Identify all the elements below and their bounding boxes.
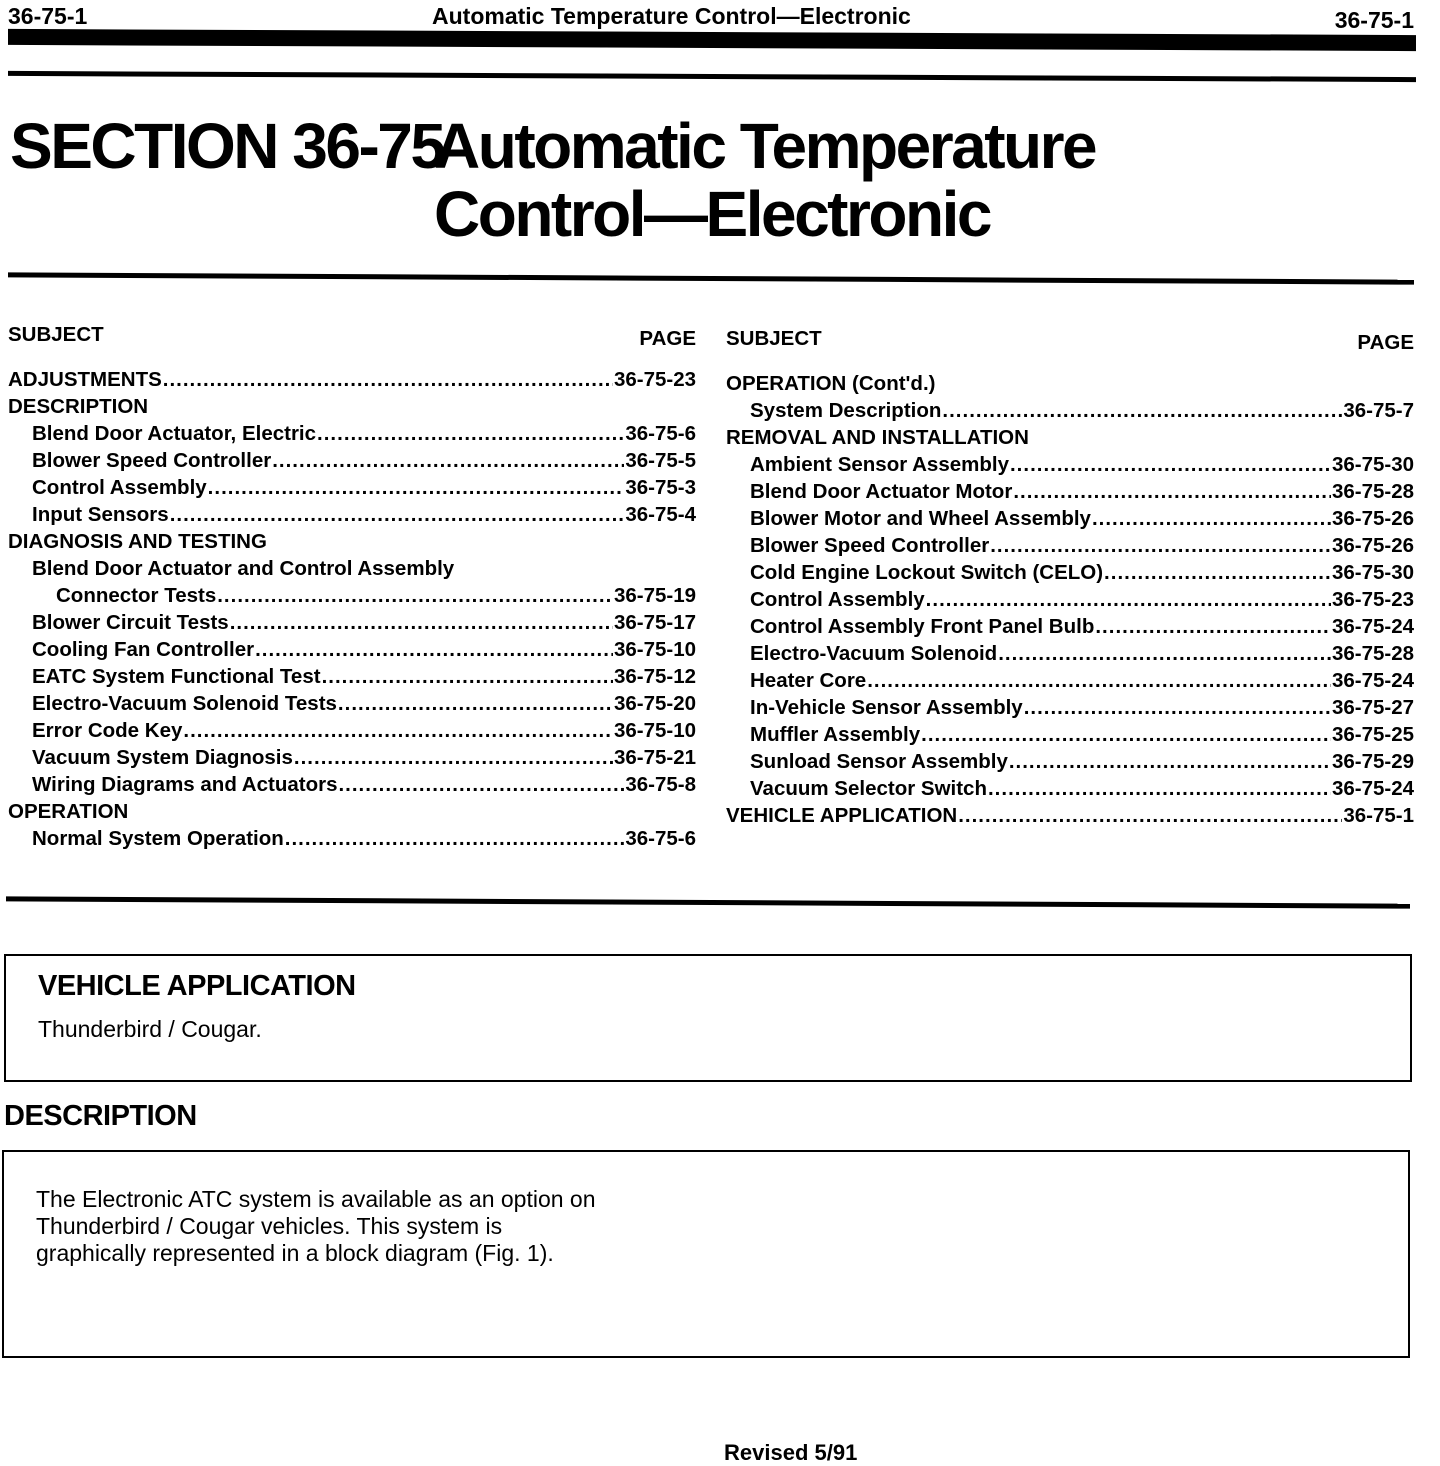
toc-entry-title: DESCRIPTION — [8, 395, 149, 418]
toc-page-label: PAGE — [639, 327, 696, 350]
toc-entry-title: DIAGNOSIS AND TESTING — [8, 530, 267, 553]
toc-entry-page: 36-75-21 — [613, 746, 696, 769]
header-page-number-right: 36-75-1 — [1334, 7, 1414, 33]
toc-entry-page: 36-75-30 — [1331, 561, 1414, 584]
toc-entry-title: Blend Door Actuator and Control Assembly — [32, 557, 455, 580]
toc-leader-dots — [338, 690, 613, 717]
toc-entry-title: ADJUSTMENTS — [8, 368, 162, 391]
toc-entry-title: Muffler Assembly — [750, 723, 921, 746]
section-title — [10, 112, 1095, 248]
toc-entry-title: Cooling Fan Controller — [32, 638, 255, 661]
toc-leader-dots — [338, 771, 624, 798]
toc-entry-page: 36-75-30 — [1331, 453, 1414, 476]
toc-entry — [726, 505, 1414, 532]
toc-entry — [726, 775, 1414, 802]
header-title: Automatic Temperature Control—Electronic — [432, 3, 911, 29]
toc-entry — [8, 771, 696, 798]
toc-entry-title: Blend Door Actuator, Electric — [32, 422, 317, 445]
header-page-number-left: 36-75-1 — [8, 3, 88, 29]
toc-entry — [8, 555, 696, 582]
toc-leader-dots — [990, 532, 1331, 559]
toc-entry — [726, 667, 1414, 694]
toc-entry-title: REMOVAL AND INSTALLATION — [726, 426, 1029, 449]
toc-entry-title: Sunload Sensor Assembly — [750, 750, 1008, 773]
toc-entry — [8, 366, 696, 393]
toc-entry — [726, 802, 1414, 829]
toc-entry-page: 36-75-27 — [1331, 696, 1414, 719]
toc-leader-dots — [1024, 694, 1331, 721]
toc-leader-dots — [272, 447, 624, 474]
toc-bottom-rule — [6, 896, 1410, 908]
toc-entry — [726, 532, 1414, 559]
toc-entry-title: Blower Speed Controller — [32, 449, 272, 472]
toc-entry-page: 36-75-29 — [1331, 750, 1414, 773]
toc-leader-dots — [230, 609, 613, 636]
toc-leader-dots — [183, 717, 613, 744]
toc-entry-page: 36-75-25 — [1331, 723, 1414, 746]
toc-leader-dots — [217, 582, 613, 609]
toc-leader-dots — [1104, 559, 1331, 586]
toc-entry-page: 36-75-17 — [613, 611, 696, 634]
toc-entry — [8, 744, 696, 771]
description-line: Thunderbird / Cougar vehicles. This system is — [36, 1213, 503, 1239]
toc-entry — [8, 636, 696, 663]
toc-column-left — [8, 322, 696, 852]
toc-leader-dots — [294, 744, 613, 771]
toc-entry — [726, 451, 1414, 478]
toc-leader-dots — [255, 636, 613, 663]
toc-leader-dots — [170, 501, 625, 528]
toc-list-left — [8, 366, 696, 852]
toc-entry-title: Connector Tests — [56, 584, 217, 607]
toc-entry-title: Electro-Vacuum Solenoid Tests — [32, 692, 337, 715]
toc-leader-dots — [988, 775, 1331, 802]
vehicle-application-box — [4, 954, 1412, 1082]
toc-header — [726, 326, 1414, 370]
toc-entry — [8, 825, 696, 852]
toc-entry-title: Blower Motor and Wheel Assembly — [750, 507, 1091, 530]
toc-entry — [726, 370, 1414, 397]
toc-entry — [8, 528, 696, 555]
toc-entry — [726, 586, 1414, 613]
title-rule — [8, 272, 1414, 284]
description-text — [36, 1186, 676, 1267]
toc-entry-title: Normal System Operation — [32, 827, 284, 850]
toc-entry-title: Control Assembly Front Panel Bulb — [750, 615, 1095, 638]
toc-leader-dots — [867, 667, 1331, 694]
description-box — [2, 1150, 1410, 1358]
toc-entry — [726, 424, 1414, 451]
toc-leader-dots — [926, 586, 1331, 613]
toc-entry — [726, 721, 1414, 748]
toc-entry-page: 36-75-5 — [625, 449, 696, 472]
toc-entry-page: 36-75-6 — [625, 827, 696, 850]
toc-entry-page: 36-75-23 — [1331, 588, 1414, 611]
toc-entry — [726, 748, 1414, 775]
toc-entry-title: Error Code Key — [32, 719, 183, 742]
toc-entry-page: 36-75-6 — [625, 422, 696, 445]
toc-entry-page: 36-75-8 — [625, 773, 696, 796]
toc-leader-dots — [958, 802, 1342, 829]
toc-entry-page: 36-75-26 — [1331, 534, 1414, 557]
toc-leader-dots — [285, 825, 625, 852]
toc-leader-dots — [208, 474, 625, 501]
revision-note: Revised 5/91 — [724, 1440, 858, 1465]
header-rule-thick — [8, 29, 1416, 51]
toc-entry-page: 36-75-3 — [625, 476, 696, 499]
toc-entry — [8, 501, 696, 528]
toc-leader-dots — [1009, 748, 1331, 775]
toc-entry-title: Wiring Diagrams and Actuators — [32, 773, 338, 796]
toc-entry-page: 36-75-10 — [613, 638, 696, 661]
toc-leader-dots — [1010, 451, 1331, 478]
toc-entry — [8, 420, 696, 447]
toc-entry-page: 36-75-20 — [613, 692, 696, 715]
toc-entry — [726, 478, 1414, 505]
toc-entry — [8, 717, 696, 744]
description-line: graphically represented in a block diagram (Fig. 1). — [36, 1240, 554, 1266]
toc-leader-dots — [317, 420, 624, 447]
toc-entry — [8, 474, 696, 501]
toc-entry-title: Control Assembly — [32, 476, 207, 499]
toc-leader-dots — [942, 397, 1342, 424]
toc-entry-title: Control Assembly — [750, 588, 925, 611]
toc-entry-title: Input Sensors — [32, 503, 169, 526]
toc-entry-title: Blower Speed Controller — [750, 534, 990, 557]
toc-entry — [8, 582, 696, 609]
toc-header — [8, 322, 696, 366]
toc-entry-title: OPERATION (Cont'd.) — [726, 372, 936, 395]
toc-entry-page: 36-75-19 — [613, 584, 696, 607]
toc-entry — [8, 663, 696, 690]
toc-entry-title: System Description — [750, 399, 942, 422]
description-line: The Electronic ATC system is available as an option on — [36, 1186, 596, 1212]
toc-entry-title: VEHICLE APPLICATION — [726, 804, 958, 827]
toc-entry-title: OPERATION — [8, 800, 129, 823]
toc-entry — [8, 447, 696, 474]
toc-entry-title: Heater Core — [750, 669, 867, 692]
toc-entry-page: 36-75-4 — [625, 503, 696, 526]
toc-entry-page: 36-75-23 — [613, 368, 696, 391]
vehicle-application-text: Thunderbird / Cougar. — [38, 1016, 262, 1042]
toc-entry-title: Blend Door Actuator Motor — [750, 480, 1013, 503]
toc-leader-dots — [921, 721, 1331, 748]
toc-entry — [8, 609, 696, 636]
toc-column-right — [726, 326, 1414, 829]
toc-leader-dots — [163, 366, 613, 393]
toc-leader-dots — [1013, 478, 1331, 505]
section-title-line-2: Control—Electronic — [434, 178, 990, 250]
toc-entry-page: 36-75-12 — [613, 665, 696, 688]
toc-entry-title: In-Vehicle Sensor Assembly — [750, 696, 1023, 719]
toc-entry-page: 36-75-24 — [1331, 777, 1414, 800]
toc-entry — [726, 397, 1414, 424]
header-rule-thin — [8, 71, 1416, 82]
description-heading: DESCRIPTION — [4, 1100, 197, 1132]
toc-entry — [8, 393, 696, 420]
toc-entry-page: 36-75-24 — [1331, 615, 1414, 638]
toc-entry-title: Electro-Vacuum Solenoid — [750, 642, 998, 665]
toc-entry — [726, 559, 1414, 586]
toc-entry — [726, 694, 1414, 721]
toc-leader-dots — [1092, 505, 1331, 532]
toc-entry — [8, 798, 696, 825]
toc-subject-label: SUBJECT — [726, 327, 822, 350]
toc-entry-title: Vacuum Selector Switch — [750, 777, 987, 800]
toc-list-right — [726, 370, 1414, 829]
toc-entry-page: 36-75-28 — [1331, 642, 1414, 665]
section-number: SECTION 36-75 — [10, 110, 444, 182]
toc-entry-page: 36-75-10 — [613, 719, 696, 742]
toc-entry-page: 36-75-1 — [1343, 804, 1414, 827]
toc-leader-dots — [322, 663, 613, 690]
toc-page-label: PAGE — [1357, 331, 1414, 354]
toc-entry — [726, 640, 1414, 667]
toc-entry — [8, 690, 696, 717]
toc-leader-dots — [998, 640, 1331, 667]
toc-entry-title: Ambient Sensor Assembly — [750, 453, 1009, 476]
toc-subject-label: SUBJECT — [8, 323, 104, 346]
toc-entry-title: EATC System Functional Test — [32, 665, 321, 688]
section-title-line-1: Automatic Temperature — [434, 110, 1096, 182]
toc-entry-page: 36-75-7 — [1343, 399, 1414, 422]
toc-leader-dots — [1095, 613, 1331, 640]
toc-entry-page: 36-75-26 — [1331, 507, 1414, 530]
toc-entry-title: Cold Engine Lockout Switch (CELO) — [750, 561, 1104, 584]
toc-entry-title: Vacuum System Diagnosis — [32, 746, 293, 769]
vehicle-application-heading: VEHICLE APPLICATION — [38, 970, 356, 1002]
toc-entry — [726, 613, 1414, 640]
toc-entry-page: 36-75-24 — [1331, 669, 1414, 692]
toc-entry-title: Blower Circuit Tests — [32, 611, 229, 634]
toc-entry-page: 36-75-28 — [1331, 480, 1414, 503]
